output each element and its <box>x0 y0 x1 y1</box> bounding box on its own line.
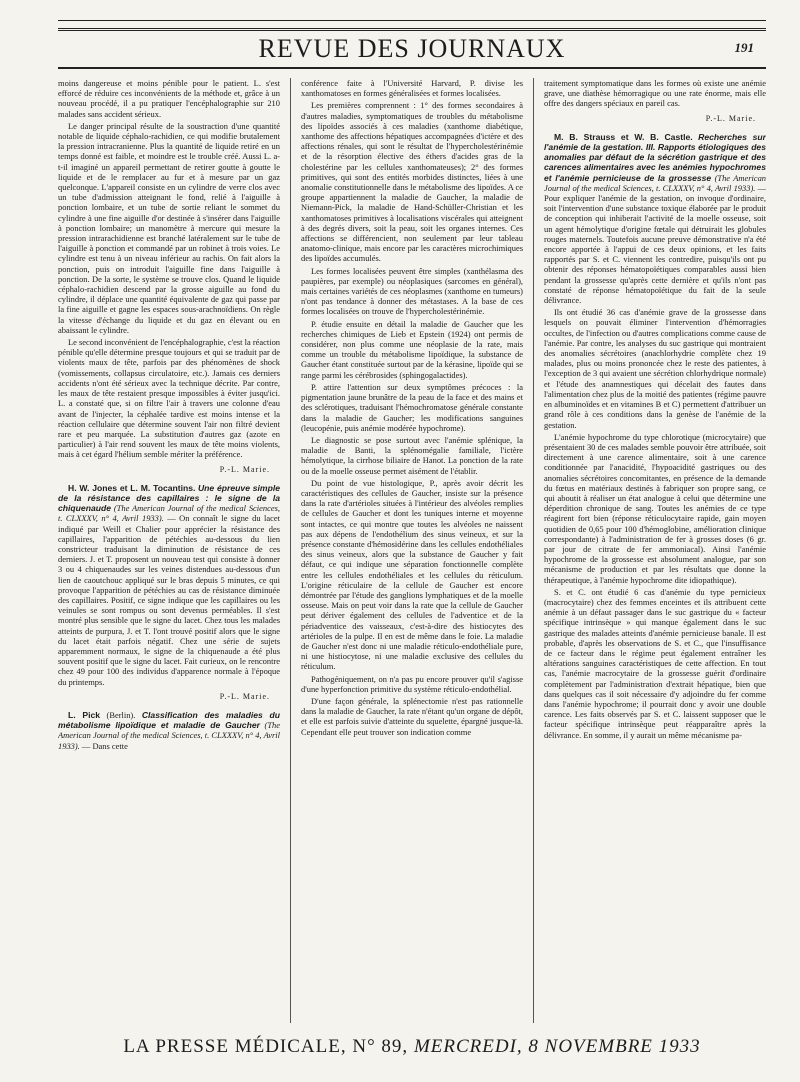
column-divider <box>290 78 291 1023</box>
paragraph: Du point de vue histologique, P., après avoir décrit les caractéristiques des cellules de Gaucher, insiste sur la présence dans la rate d'artérioles situées à l'intérieur des alvéoles remplies de cellules de Gaucher et dont les tuniques interne et moyenne sont intactes, ce qui montre que toutes les alvéoles ne naissent pas aux dépens de l'endothélium des sinus veineux, et sur la présence constante d'hémosidérine dans les cellules endothéliales des sinus veineux, alors que la substance de Gaucher y fait défaut, ce qui indique une séparation fonctionnelle complète entre les cellules endothéliales et les cellules du réticulum. L'origine réticulaire de la cellule de Gaucher est encore démontrée par l'étude des ganglions lymphatiques et de la moelle osseuse. Mais on peut voir dans la rate que la cellule de Gaucher peut dériver également des cellules de l'adventice et de la périadventice des vaisseaux, c'est-à-dire des histiocytes des artérioles de la pulpe. Il en est de même dans le foie. La maladie de Gaucher n'est donc ni une maladie réticulo-endothéliale pure, ni une histiocytose, ni une maladie exclusive des cellules du réticulum. <box>301 477 523 672</box>
signature: P.-L. Marie. <box>219 691 270 701</box>
paragraph: L'anémie hypochrome du type chlorotique (microcytaire) que présentaient 30 de ces malades semble pouvoir être attribuée, soit directement à une carence alimentaire, soit à une carence conditionnée par l'anacidité, l'hypoacidité gastriques ou des anomalies sécrétoires concomitantes, en présence de la demande du fœtus en matériaux destinés à fabriquer son propre sang, ce qui aboutit à réaliser un état analogue à celui que détermine une déperdition chronique de sang. Toutes les anémies de ce type réagirent fort bien (réponse réticulocytaire rapide, gain moyen quotidien de 0,65 pour 100 d'hémoglobine, amélioration clinique correspondante) à l'administration de fer à grosses doses (6 gr. par jour de citrate de fer ammoniacal). Ainsi l'anémie hypochrome de la grossesse est absolument analogue, par son mécanisme de production et par les résultats que donne la thérapeutique, à l'anémie hypochrome dite idiopathique). <box>544 431 766 585</box>
column-middle <box>301 78 523 1023</box>
footer-issue: N° 89, <box>352 1036 409 1057</box>
article-title: Recherches sur l'anémie de la gestation. III. Rapports étiologiques des anomalies par défaut de la sécrétion gastrique et des carences alimentaires avec les anémies hypochromes et l'anémie pernicieuse de la grossesse <box>544 131 766 183</box>
footer-journal: LA PRESSE MÉDICALE, <box>123 1036 347 1057</box>
article-columns <box>58 78 766 1023</box>
paragraph: Les premières comprennent : 1° des formes secondaires à d'autres maladies, symptomatiques de troubles du métabolisme des lipoïdes associés à ces maladies (xanthome diabétique, xanthome des affections hépatiques accompagnées d'ictère et des affections rénales, qui sont le résultat de l'hypercholestérinémie et de la résorption élective des éthers d'acides gras de la cholestérine par les cellules xanthomateuses); 2° des formes primitives, qui sont des entités morbides distinctes, liées à une anomalie constitutionnelle dans le métabolisme des lipoïdes. A ce groupe appartiennent la maladie de Gaucher, la maladie de Niemann-Pick, la maladie de Hand-Schüller-Christian et les xanthomatoses primitives à localisations viscérales qui atteignent à des degrés divers, soit la peau, soit les organes internes. Ces affections se différencient, non seulement par leur tableau anatomo-clinique, mais encore par les caractères microchimiques des lipoïdes accumulés. <box>301 100 523 264</box>
page-number: 191 <box>734 40 754 55</box>
column-left <box>58 78 280 1023</box>
signature: P.-L. Marie. <box>219 464 270 474</box>
paragraph: Le danger principal résulte de la soustraction d'une quantité notable de liquide céphalo-rachidien, ce qui modifie brutalement la pression intracranienne. Plus la quantité de liquide retiré en un temps donné est faible, et moindre est le trouble créé. Aussi L. a-t-il imaginé un appareil permettant de retirer goutte à goutte le liquide et de le remplacer au fur et à mesure par un gaz quelconque. L'appareil consiste en un cylindre de verre clos avec un tube d'admission atteignant le fond, relié à l'aiguille à ponction lombaire, et un tube de sortie reliant le sommet du cylindre à une fine aiguille d'or destinée à s'insérer dans l'aiguille à ponction lombaire; un manomètre à mercure qui mesure la pression intrarachidienne est branché latéralement sur le tube de l'aiguille à ponction et commandé par un robinet à trois voies. Le cylindre est tenu à un niveau inférieur au rachis. On fait alors la ponction, puis on introduit l'aiguille fine dans l'aiguille à ponction. De la sorte, le système se trouve clos. Quand le liquide céphalo-rachidien descend par la grosse aiguille au fond du cylindre, il déplace une quantité équivalente de gaz qui passe par la fine aiguille et gagne les espaces sous-arachnoïdiens. On règle la vitesse d'échange du liquide et du gaz en élevant ou en abaissant le cylindre. <box>58 120 280 335</box>
article-body: — On connaît le signe du lacet indiqué par Weill et Chalier pour apprécier la résistance des capillaires, l'apparition de pétéchies au-dessous du lien constricteur traduisant la diminution de résistance de ces derniers. J. et T. proposent un nouveau test qui consiste à donner 3 ou 4 chiquenaudes sur les veines distendues au-dessous d'un lien de caoutchouc appliqué sur le bras depuis 5 minutes, ce qui provoque l'apparition de pétéchies au cas de résistance diminuée des capillaires. Positif, ce signe indique que les capillaires ou les veinules se sont rompus ou sont devenus perméables. Il s'est montré plus sensible que le signe du lacet. Chez tous les malades atteints de purpura, J. et T. l'ont trouvé positif alors que le signe du lacet était parfois négatif. Chez une série de sujets apparemment normaux, le signe de la chiquenaude a été plus souvent positif que le signe du lacet. Fait curieux, on le rencontre chez 49 pour 100 des individus d'apparence normale à l'époque du printemps. <box>58 513 280 687</box>
article-reference: (The American Journal of the medical Sciences, t. CLXXXV, n° 4, Avril 1933). <box>58 503 280 524</box>
running-title: REVUE DES JOURNAUX <box>258 34 566 63</box>
column-right <box>544 78 766 1023</box>
paragraph: D'une façon générale, la splénectomie n'est pas rationnelle dans la maladie de Gaucher, la rate n'étant qu'un organe de dépôt, et elle est parfois suivie d'atteinte du squelette, épargné jusque-là. Cependant elle peut trouver son indication comme <box>301 695 523 737</box>
column-divider <box>533 78 534 1023</box>
paragraph: moins dangereuse et moins pénible pour le patient. L. s'est efforcé de réduire ces inconvénients de la méthode et, grâce à un nouveau procédé, il a pu pratiquer l'encéphalographie sur 210 malades sans accident sérieux. <box>58 78 280 119</box>
paragraph: Le second inconvénient de l'encéphalographie, c'est la réaction pénible qu'elle détermine presque toujours et qui se traduit par de violents maux de tête, parfois par des phénomènes de shock (vomissements, collapsus circulatoire, etc.). Jamais ces derniers accidents n'ont été sérieux avec la technique décrite. Par contre, les maux de tête restaient presque impossibles à éviter jusqu'ici. L. a constaté que, si on filtre l'air à travers une colonne d'eau avant de l'injecter, la céphalée tardive est moins intense et la réaction cellulaire que détermine souvent l'air non filtré devient rare et peu marquée. La substitution d'autres gaz (azote en particulier) à l'air rend souvent les maux de tête moins violents, mais à cet égard l'hélium semble mériter la préférence. <box>58 337 280 460</box>
paragraph: S. et C. ont étudié 6 cas d'anémie du type pernicieux (macrocytaire) chez des femmes enceintes et ils attribuent cette anémie à un défaut passager dans le suc gastrique du « facteur spécifique intrinsèque » qui manque également dans le suc gastrique des malades atteints d'anémie pernicieuse banale. Il est probable, d'après les observations de S. et C., que l'insuffisance de ce facteur dans le régime peut également entraîner les altérations sanguines caractéristiques de cette affection. En tout cas, l'anémie macrocytaire de la grossesse guérit d'ordinaire complètement par l'administration d'extrait hépatique, bien que dans quelques cas il soit nécessaire d'y adjoindre du fer comme dans l'anémie hypochrome; il pourrait donc y avoir une double carence. Les faits observés par S. et C. laissent supposer que le facteur spécifique intrinsèque peut réapparaître après la délivrance. En somme, il y aurait un même mécanisme pa- <box>544 586 766 740</box>
footer-date: MERCREDI, 8 NOVEMBRE 1933 <box>413 1036 701 1057</box>
paragraph: Ils ont étudié 36 cas d'anémie grave de la grossesse dans lesquels on pouvait éliminer l'intervention d'hémorragies occultes, de l'infection ou d'autres complications comme cause de l'anémie. Par contre, les analyses du suc gastrique qui montraient des anomalies sécrétoires (anachlorhydrie complète chez 19 malades, plus ou moins prononcée chez le reste des patientes, à l'exception de 3 qui avaient une sécrétion chlorhydrique normale) et l'étude des anamnestiques qui décelait des fautes dans l'alimentation chez plus de la moitié des patientes (régime pauvre en albuminoïdes et en vitamines B et C) permettent d'attribuer un grand rôle à ces conditions dans la genèse de l'anémie de la gestation. <box>544 307 766 430</box>
paragraph: P. attire l'attention sur deux symptômes précoces : la pigmentation jaune brunâtre de la peau de la face et des mains et des sclérotiques, traduisant l'hémochromatose générale constante dans la maladie de Gaucher; les modifications sanguines (leucopénie, puis anémie modérée hypochrome). <box>301 381 523 433</box>
signature: P.-L. Marie. <box>705 113 756 123</box>
paragraph: Pathogéniquement, on n'a pas pu encore prouver qu'il s'agisse d'une hyperfonction primitive du système réticulo-endothélial. <box>301 673 523 694</box>
top-rule <box>58 20 766 21</box>
article-place: (Berlin). <box>106 709 136 720</box>
page-footer <box>58 1036 766 1058</box>
article-title: Classification des maladies du métabolisme lipoïdique et maladie de Gaucher <box>58 709 280 731</box>
article-authors: H. W. Jones et L. M. Tocantins. <box>68 482 196 493</box>
article-reference: (The American Journal of the medical Sciences, t. CLXXXV, n° 4, Avril 1933). <box>544 172 766 193</box>
paragraph: P. étudie ensuite en détail la maladie de Gaucher que les recherches chimiques de Lieb et Epstein (1924) ont permis de considérer, non plus comme une néoplasie de la rate, mais comme un trouble du métabolisme lipoïdique, la substance de Gaucher étant constituée surtout par de la kérasine, lipoïde qui se range parmi les cérébrosides (sphingogalactides). <box>301 318 523 380</box>
article-body: — Dans cette <box>81 740 128 751</box>
article-authors: M. B. Strauss et W. B. Castle. <box>554 131 693 142</box>
article-title: Une épreuve simple de la résistance des capillaires : le signe de la chiquenaude <box>58 482 280 514</box>
article-heading <box>58 483 280 687</box>
paragraph: traitement symptomatique dans les formes où existe une anémie grave, une diathèse hémorragique ou une rate énorme, mais elle offre des dangers spéciaux en pareil cas. <box>544 78 766 109</box>
paragraph: Le diagnostic se pose surtout avec l'anémie splénique, la maladie de Banti, la splénomégalie familiale, l'ictère hémolytique, la cirrhose biliaire de Hanot. La ponction de la rate ou de la moelle osseuse permet aisément de l'établir. <box>301 434 523 476</box>
paragraph: Les formes localisées peuvent être simples (xanthélasma des paupières, par exemple) ou néoplasiques (sarcomes en général), mais certaines variétés de ces néoplasmes (xanthome en tumeurs) n'ont pas tendance à donner des métastases. A la base de ces formes localisées on trouve de l'hypercholestérinémie. <box>301 265 523 317</box>
page-header <box>58 28 766 69</box>
paragraph: conférence faite à l'Université Harvard, P. divise les xanthomatoses en formes généralisées et formes localisées. <box>301 78 523 99</box>
article-heading <box>544 132 766 305</box>
article-reference: (The American Journal of the medical Sciences, t. CLXXXV, n° 4, Avril 1933). <box>58 720 280 751</box>
article-heading <box>58 710 280 751</box>
article-body: — Pour expliquer l'anémie de la gestation, on invoque d'ordinaire, soit l'intervention d'une substance toxique élaborée par le produit de conception qui inhiberait l'activité de la moelle osseuse, soit un agent hémolytique d'origine fœtale qui détruirait les globules rouges maternels. Toutefois aucune preuve démonstrative n'a été encore apportée à l'appui de ces deux opinions, et les faits rapportés par S. et C. viennent les contredire, puisqu'ils ont pu obtenir des réponses hématopoïétiques comparables aussi bien pendant la grossesse qu'après cette dernière et qu'ils n'ont pas constaté de réponse hématopoïétique du fait de la seule délivrance. <box>544 182 766 306</box>
article-authors: L. Pick <box>68 709 101 720</box>
